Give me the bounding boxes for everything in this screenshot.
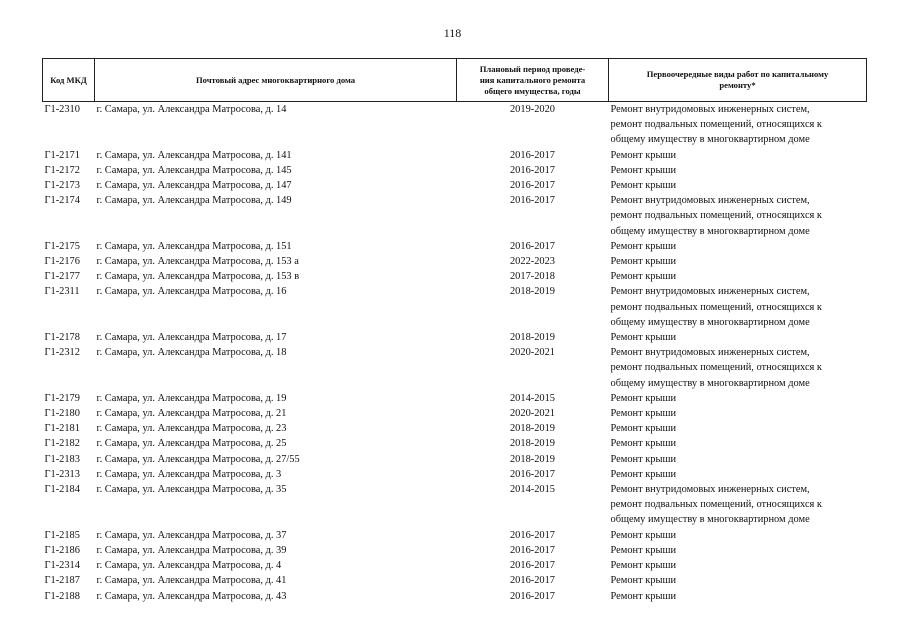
cell-address: г. Самара, ул. Александра Матросова, д. 17	[96, 332, 287, 344]
cell-period: 2016-2017	[509, 240, 556, 252]
cell-work	[609, 421, 867, 436]
cell-address: г. Самара, ул. Александра Матросова, д. 3	[96, 468, 282, 480]
cell-period: 2016-2017	[509, 590, 556, 602]
cell-code: Г1-2187	[44, 575, 80, 587]
header-works-line: ремонту*	[719, 80, 756, 90]
table-row	[43, 406, 867, 421]
cell-work	[609, 102, 867, 148]
cell-work	[609, 254, 867, 269]
cell-code: Г1-2171	[44, 149, 80, 161]
cell-code: Г1-2176	[44, 256, 80, 268]
table-row	[43, 148, 867, 163]
cell-address: г. Самара, ул. Александра Матросова, д. 41	[96, 575, 287, 587]
cell-address: г. Самара, ул. Александра Матросова, д. 23	[96, 423, 287, 435]
cell-work	[609, 528, 867, 543]
cell-address: г. Самара, ул. Александра Матросова, д. 4	[96, 560, 282, 572]
cell-address: г. Самара, ул. Александра Матросова, д. 153 в	[96, 271, 300, 283]
cell-period: 2018-2019	[509, 286, 556, 298]
table-row	[43, 573, 867, 588]
cell-period: 2016-2017	[509, 468, 556, 480]
cell-address: г. Самара, ул. Александра Матросова, д. 21	[96, 408, 287, 420]
work-line: Ремонт крыши	[610, 180, 677, 192]
work-line: общему имуществу в многоквартирном доме	[610, 134, 810, 146]
header-period-line: Плановый период проведе-	[479, 63, 586, 74]
cell-work	[609, 589, 867, 604]
table-row	[43, 482, 867, 528]
cell-code: Г1-2172	[44, 164, 80, 176]
table-row	[43, 436, 867, 451]
table-row	[43, 284, 867, 330]
cell-address: г. Самара, ул. Александра Матросова, д. 19	[96, 392, 287, 404]
cell-work	[609, 178, 867, 193]
cell-period: 2014-2015	[509, 484, 556, 496]
work-line: Ремонт крыши	[610, 392, 677, 404]
work-line: Ремонт внутридомовых инженерных систем,	[610, 104, 810, 115]
work-line: общему имуществу в многоквартирном доме	[610, 514, 810, 526]
cell-work	[609, 482, 867, 528]
work-line: Ремонт крыши	[610, 164, 677, 176]
cell-work	[609, 391, 867, 406]
cell-period: 2016-2017	[509, 180, 556, 192]
cell-address: г. Самара, ул. Александра Матросова, д. 16	[96, 286, 287, 298]
header-address: Почтовый адрес многоквартирного дома	[95, 59, 457, 102]
cell-work	[609, 573, 867, 588]
work-line: общему имуществу в многоквартирном доме	[610, 377, 810, 389]
cell-period: 2016-2017	[509, 529, 556, 541]
capital-repair-table	[42, 58, 867, 604]
work-line: Ремонт крыши	[610, 408, 677, 420]
cell-code: Г1-2182	[44, 438, 80, 450]
work-line: Ремонт крыши	[610, 332, 677, 344]
work-line: Ремонт крыши	[610, 590, 677, 602]
work-line: ремонт подвальных помещений, относящихся к	[610, 301, 822, 313]
cell-code: Г1-2313	[44, 468, 80, 480]
table-row	[43, 178, 867, 193]
header-period-line: ния капитального ремонта	[479, 74, 586, 85]
cell-code: Г1-2188	[44, 590, 80, 602]
header-works	[609, 59, 867, 102]
cell-address: г. Самара, ул. Александра Матросова, д. 18	[96, 347, 287, 359]
table-row	[43, 254, 867, 269]
header-works-line: Первоочередные виды работ по капитальному	[646, 69, 829, 79]
cell-work	[609, 239, 867, 254]
table-row	[43, 421, 867, 436]
cell-code: Г1-2183	[44, 453, 80, 465]
table-row	[43, 391, 867, 406]
cell-work	[609, 163, 867, 178]
cell-period: 2018-2019	[509, 453, 556, 465]
cell-address: г. Самара, ул. Александра Матросова, д. 37	[96, 529, 287, 541]
table-row	[43, 345, 867, 391]
cell-code: Г1-2177	[44, 271, 80, 283]
cell-period: 2014-2015	[509, 392, 556, 404]
header-period	[457, 59, 609, 102]
cell-address: г. Самара, ул. Александра Матросова, д. 141	[96, 149, 292, 161]
work-line: Ремонт крыши	[610, 256, 677, 268]
cell-address: г. Самара, ул. Александра Матросова, д. 25	[96, 438, 287, 450]
cell-period: 2017-2018	[509, 271, 556, 283]
work-line: Ремонт крыши	[610, 271, 677, 283]
table-row	[43, 102, 867, 148]
table-row	[43, 528, 867, 543]
cell-code: Г1-2312	[44, 347, 80, 359]
cell-code: Г1-2179	[44, 392, 80, 404]
table-header-row	[43, 59, 867, 102]
work-line: Ремонт внутридомовых инженерных систем,	[610, 195, 810, 207]
page-number: 118	[443, 26, 462, 40]
work-line: ремонт подвальных помещений, относящихся к	[610, 119, 822, 131]
cell-address: г. Самара, ул. Александра Матросова, д. 39	[96, 544, 287, 556]
work-line: Ремонт крыши	[610, 468, 677, 480]
cell-code: Г1-2173	[44, 180, 80, 192]
work-line: Ремонт внутридомовых инженерных систем,	[610, 484, 810, 496]
cell-period: 2022-2023	[509, 256, 556, 268]
cell-period: 2016-2017	[509, 164, 556, 176]
cell-code: Г1-2181	[44, 423, 80, 435]
header-code: Код МКД	[43, 59, 95, 102]
table-row	[43, 193, 867, 239]
cell-work	[609, 148, 867, 163]
cell-address: г. Самара, ул. Александра Матросова, д. 27/55	[96, 453, 300, 465]
table-row	[43, 589, 867, 604]
work-line: ремонт подвальных помещений, относящихся к	[610, 210, 822, 222]
cell-address: г. Самара, ул. Александра Матросова, д. 153 а	[96, 256, 299, 268]
work-line: общему имуществу в многоквартирном доме	[610, 316, 810, 328]
table-row	[43, 163, 867, 178]
work-line: Ремонт внутридомовых инженерных систем,	[610, 286, 810, 298]
work-line: Ремонт крыши	[610, 438, 677, 450]
work-line: Ремонт крыши	[610, 544, 677, 556]
cell-period: 2018-2019	[509, 423, 556, 435]
work-line: Ремонт крыши	[610, 453, 677, 465]
table-body	[43, 102, 867, 604]
cell-code: Г1-2175	[44, 240, 80, 252]
cell-period: 2016-2017	[509, 575, 556, 587]
cell-address: г. Самара, ул. Александра Матросова, д. 14	[96, 104, 287, 115]
cell-code: Г1-2311	[44, 286, 80, 298]
cell-work	[609, 269, 867, 284]
header-period-line: общего имущества, годы	[484, 85, 581, 96]
cell-period: 2020-2021	[509, 347, 556, 359]
cell-work	[609, 558, 867, 573]
cell-period: 2016-2017	[509, 195, 556, 207]
cell-period: 2019-2020	[509, 104, 556, 115]
cell-work	[609, 467, 867, 482]
cell-code: Г1-2310	[44, 104, 80, 115]
cell-code: Г1-2174	[44, 195, 80, 207]
work-line: ремонт подвальных помещений, относящихся к	[610, 362, 822, 374]
cell-address: г. Самара, ул. Александра Матросова, д. 145	[96, 164, 292, 176]
cell-period: 2016-2017	[509, 544, 556, 556]
table-row	[43, 452, 867, 467]
cell-work	[609, 436, 867, 451]
cell-work	[609, 543, 867, 558]
work-line: Ремонт крыши	[610, 423, 677, 435]
cell-address: г. Самара, ул. Александра Матросова, д. 147	[96, 180, 292, 192]
cell-code: Г1-2185	[44, 529, 80, 541]
table-row	[43, 239, 867, 254]
cell-work	[609, 406, 867, 421]
work-line: Ремонт крыши	[610, 149, 677, 161]
table-row	[43, 269, 867, 284]
table-row	[43, 558, 867, 573]
cell-work	[609, 345, 867, 391]
work-line: Ремонт крыши	[610, 560, 677, 572]
table-row	[43, 467, 867, 482]
work-line: общему имуществу в многоквартирном доме	[610, 225, 810, 237]
work-line: Ремонт крыши	[610, 240, 677, 252]
cell-code: Г1-2178	[44, 332, 80, 344]
cell-work	[609, 330, 867, 345]
cell-work	[609, 284, 867, 330]
cell-code: Г1-2186	[44, 544, 80, 556]
cell-address: г. Самара, ул. Александра Матросова, д. 43	[96, 590, 287, 602]
table-row	[43, 330, 867, 345]
work-line: Ремонт внутридомовых инженерных систем,	[610, 347, 810, 359]
cell-code: Г1-2314	[44, 560, 80, 572]
work-line: ремонт подвальных помещений, относящихся к	[610, 499, 822, 511]
cell-work	[609, 452, 867, 467]
cell-work	[609, 193, 867, 239]
work-line: Ремонт крыши	[610, 575, 677, 587]
cell-code: Г1-2180	[44, 408, 80, 420]
cell-period: 2018-2019	[509, 332, 556, 344]
cell-period: 2016-2017	[509, 560, 556, 572]
cell-address: г. Самара, ул. Александра Матросова, д. 151	[96, 240, 292, 252]
cell-address: г. Самара, ул. Александра Матросова, д. 149	[96, 195, 292, 207]
cell-period: 2016-2017	[509, 149, 556, 161]
work-line: Ремонт крыши	[610, 529, 677, 541]
cell-period: 2020-2021	[509, 408, 556, 420]
table-row	[43, 543, 867, 558]
cell-code: Г1-2184	[44, 484, 80, 496]
cell-period: 2018-2019	[509, 438, 556, 450]
cell-address: г. Самара, ул. Александра Матросова, д. 35	[96, 484, 287, 496]
